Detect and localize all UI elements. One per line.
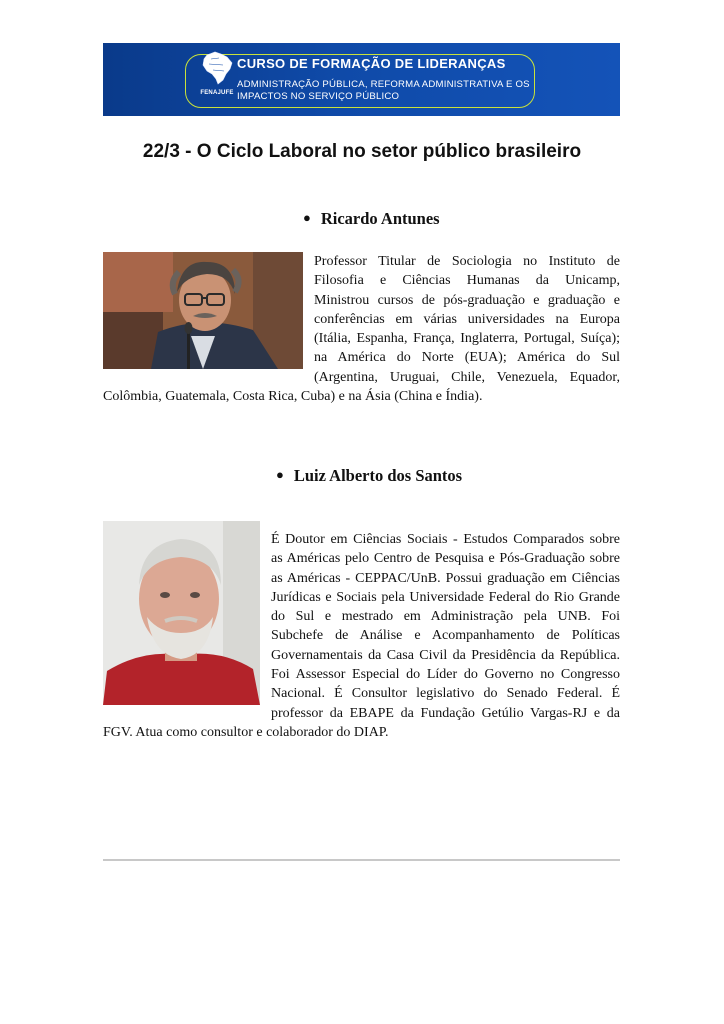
bio-line: FGV. Atua como consultor e colaborador do DIAP. bbox=[103, 725, 389, 740]
bio-line: Nacional. É Consultor legislativo do Senado Federal. É bbox=[271, 686, 620, 702]
bio-line: na América do Norte (EUA); América do Sul bbox=[314, 350, 620, 366]
banner-subtitle-line: IMPACTOS NO SERVIÇO PÚBLICO bbox=[237, 91, 400, 102]
portrait-icon bbox=[103, 521, 260, 705]
bio-line: É Doutor em Ciências Sociais - Estudos Comparados sobre bbox=[271, 532, 620, 547]
bio-line: Professor Titular de Sociologia no Instituto de bbox=[314, 254, 620, 269]
banner-subtitle-line: ADMINISTRAÇÃO PÚBLICA, REFORMA ADMINISTRATIVA E OS bbox=[237, 79, 530, 90]
banner-subtitle bbox=[237, 79, 537, 103]
bio-line: (Argentina, Uruguai, Chile, Venezuela, Equador, bbox=[314, 369, 620, 385]
speaker-bio-tail bbox=[103, 387, 623, 406]
bio-line: professor da EBAPE da Fundação Getúlio Vargas-RJ e da bbox=[271, 705, 620, 721]
banner-title: CURSO DE FORMAÇÃO DE LIDERANÇAS bbox=[237, 56, 506, 71]
speaker-name-text: Ricardo Antunes bbox=[320, 209, 440, 228]
photo-ricardo-antunes bbox=[103, 252, 303, 369]
page-title: 22/3 - O Ciclo Laboral no setor público brasileiro bbox=[142, 141, 582, 162]
bio-line: Filosofia e Ciências Humanas da Unicamp, bbox=[314, 273, 620, 289]
speaker-name bbox=[276, 466, 462, 486]
speaker-name-text: Luiz Alberto dos Santos bbox=[293, 466, 463, 485]
bio-line: Governamentais da Casa Civil da Presidência da República. bbox=[271, 647, 620, 663]
bio-line: (Itália, Espanha, França, Inglaterra, Portugal, Suíça); bbox=[314, 331, 620, 347]
bullet-icon: ● bbox=[303, 210, 311, 225]
bio-line: Subchefe de Análise e Acompanhamento de Políticas bbox=[271, 628, 620, 644]
bullet-icon: ● bbox=[276, 467, 284, 482]
brazil-map-icon bbox=[199, 49, 235, 87]
footer-divider bbox=[103, 859, 620, 861]
speaker-bio bbox=[314, 252, 620, 387]
bio-line: Foi Assessor Especial do Líder do Governo no Congresso bbox=[271, 667, 620, 683]
bio-line: Colômbia, Guatemala, Costa Rica, Cuba) e na Ásia (China e Índia). bbox=[103, 389, 483, 404]
photo-luiz-alberto-dos-santos bbox=[103, 521, 260, 705]
bio-line: conferências em várias universidades na Europa bbox=[314, 311, 620, 327]
portrait-icon bbox=[103, 252, 303, 369]
speaker-name bbox=[303, 209, 440, 229]
bio-line: as Américas pelo Centro de Pesquisa e Pós-Graduação sobre bbox=[271, 551, 620, 567]
bio-line: Jurídicas e Sociais pela Universidade Federal do Rio Grande bbox=[271, 589, 620, 605]
fenajufe-logo: FENAJUFE bbox=[200, 90, 234, 96]
speaker-bio-tail bbox=[103, 723, 623, 742]
bio-line: Ministrou cursos de pós-graduação e graduação e bbox=[314, 292, 620, 308]
bio-line: do Sul e mestrado em Administração pela UNB. Foi bbox=[271, 609, 620, 625]
speaker-bio bbox=[271, 530, 620, 723]
bio-line: as Américas - CEPPAC/UnB. Possui graduação em Ciências bbox=[271, 570, 620, 586]
course-banner bbox=[103, 43, 620, 116]
